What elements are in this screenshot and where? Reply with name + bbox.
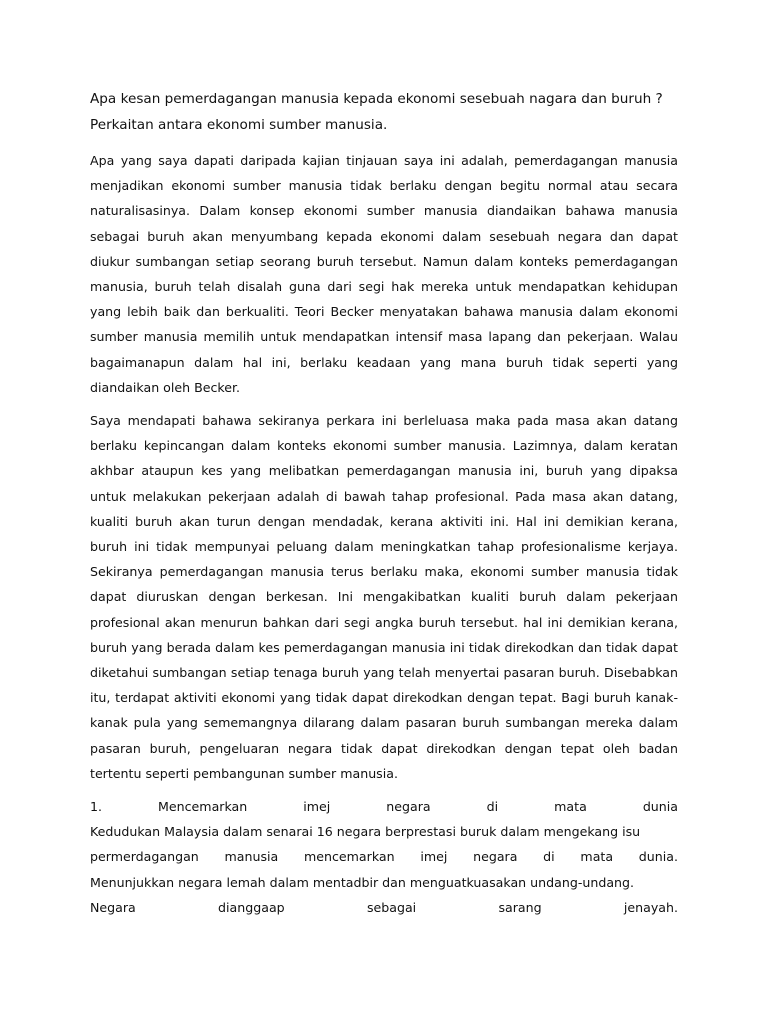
item-1-line-5: Negara dianggaap sebagai sarang jenayah. [90, 899, 678, 915]
heading-line-1: Apa kesan pemerdagangan manusia kepada ekonomi sesebuah nagara dan buruh ? [90, 91, 663, 107]
document-heading [90, 86, 678, 138]
item-1-title: 1. Mencemarkan imej negara di mata dunia [90, 799, 678, 815]
heading-line-2: Perkaitan antara ekonomi sumber manusia. [90, 117, 388, 133]
paragraph-2: Saya mendapati bahawa sekiranya perkara ini berleluasa maka pada masa akan datang berlaku kepincangan dalam konteks ekonomi sumber manusia. Lazimnya, dalam keratan akhbar ataupun kes yang melibatkan pemerdagangan manusia ini, buruh yang dipaksa untuk melakukan pekerjaan adalah di bawah tahap profesional. Pada masa akan datang, kualiti buruh akan turun dengan mendadak, kerana aktiviti ini. Hal ini demikian kerana, buruh ini tidak mempunyai peluang dalam meningkatkan tahap profesionalisme kerjaya. Sekiranya pemerdagangan manusia terus berlaku maka, ekonomi sumber manusia tidak dapat diuruskan dengan berkesan. Ini mengakibatkan kualiti buruh dalam pekerjaan profesional akan menurun bahkan dari segi angka buruh tersebut. hal ini demikian kerana, buruh yang berada dalam kes pemerdagangan manusia ini tidak direkodkan dan tidak dapat diketahui sumbangan setiap tenaga buruh yang telah menyertai pasaran buruh. Disebabkan itu, terdapat aktiviti ekonomi yang tidak dapat direkodkan dengan tepat. Bagi buruh kanak-kanak pula yang sememangnya dilarang dalam pasaran buruh sumbangan mereka dalam pasaran buruh, pengeluaran negara tidak dapat direkodkan dengan tepat oleh badan tertentu seperti pembangunan sumber manusia. [90, 413, 678, 781]
item-1-line-3: permerdagangan manusia mencemarkan imej negara di mata dunia. [90, 849, 678, 865]
paragraph-1: Apa yang saya dapati daripada kajian tinjauan saya ini adalah, pemerdagangan manusia menjadikan ekonomi sumber manusia tidak berlaku dengan begitu normal atau secara naturalisasinya. Dalam konsep ekonomi sumber manusia diandaikan bahawa manusia sebagai buruh akan menyumbang kepada ekonomi dalam sesebuah negara dan dapat diukur sumbangan setiap seorang buruh tersebut. Namun dalam konteks pemerdagangan manusia, buruh telah disalah guna dari segi hak mereka untuk mendapatkan kehidupan yang lebih baik dan berkualiti. Teori Becker menyatakan bahawa manusia dalam ekonomi sumber manusia memilih untuk mendapatkan intensif masa lapang dan pekerjaan. Walau bagaimanapun dalam hal ini, berlaku keadaan yang mana buruh tidak seperti yang diandaikan oleh Becker. [90, 153, 678, 395]
document-page [90, 86, 678, 928]
item-1-line-2: Kedudukan Malaysia dalam senarai 16 negara berprestasi buruk dalam mengekang isu [90, 824, 641, 840]
numbered-item-1 [90, 794, 678, 920]
item-1-line-4: Menunjukkan negara lemah dalam mentadbir dan menguatkuasakan undang-undang. [90, 874, 635, 890]
